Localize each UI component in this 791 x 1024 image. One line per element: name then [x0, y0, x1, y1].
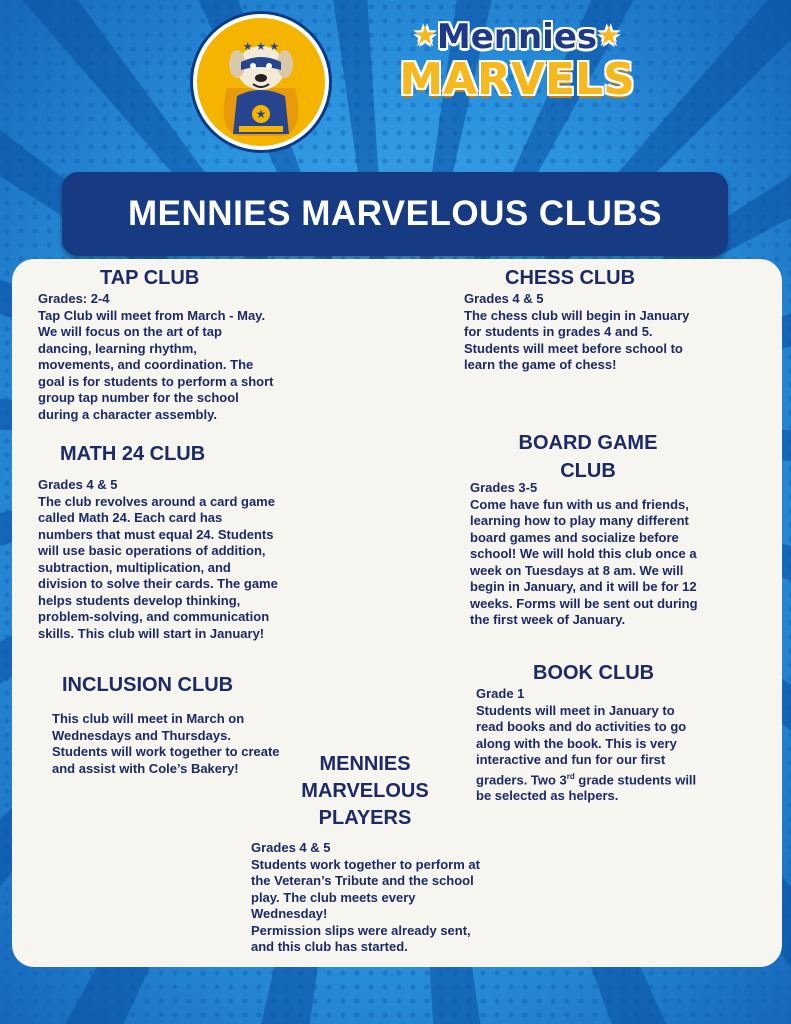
title-banner — [62, 172, 728, 256]
svg-text:★: ★ — [255, 107, 267, 121]
tap-club-text: Grades: 2-4 Tap Club will meet from March - May. We will focus on the art of tap dancing, learning rhythm, movements, and coordination. The goal is for students to perform a short group tap number for the school during a character assembly. — [38, 291, 274, 422]
mascot-emblem — [193, 14, 329, 150]
page-title: MENNIES MARVELOUS CLUBS — [128, 194, 662, 233]
inclusion-club-title: INCLUSION CLUB — [62, 674, 234, 696]
math24-club-title: MATH 24 CLUB — [60, 443, 206, 465]
chess-club-text: Grades 4 & 5 The chess club will begin in January for students in grades 4 and 5. Students will meet before school to learn the game of chess! — [464, 291, 690, 372]
inclusion-club-text: This club will meet in March on Wednesdays and Thursdays. Students will work together to create and assist with Cole’s Bakery! — [52, 711, 280, 776]
board-game-title-line1: BOARD GAME — [518, 432, 658, 454]
mennies-marvels-logo — [392, 16, 642, 106]
board-game-title-line2: CLUB — [560, 460, 616, 482]
book-club-text-main: Grade 1 Students will meet in January to read books and do activities to go along with the book. This is very interactive and fun for our first graders. Two 3 — [476, 686, 687, 787]
book-club-text — [476, 686, 746, 805]
star-icon: ★ — [597, 21, 621, 51]
board-game-club-text: Grades 3-5 Come have fun with us and friends, learning how to play many different board games and socialize before school! We will hold this club once a week on Tuesdays at 8 am. We will begin in January, and it will be for 12 weeks. Forms will be sent out during the first week of January. — [470, 480, 698, 627]
star-icon: ★ — [413, 21, 437, 51]
logo-top-line — [392, 16, 642, 57]
book-club-text-end: grade students will be selected as helpers. — [476, 771, 697, 804]
tap-club-title: TAP CLUB — [100, 267, 200, 289]
book-club-title: BOOK CLUB — [533, 662, 655, 684]
math24-club-text: Grades 4 & 5 The club revolves around a card game called Math 24. Each card has numbers that must equal 24. Students will use basic operations of addition, subtraction, multiplication, and division to solve their cards. The game helps students develop thinking, problem-solving, and communication skills. This club will start in January! — [38, 477, 278, 641]
logo-line2-text: MARVELS — [399, 54, 635, 105]
players-club-title — [290, 751, 440, 832]
chess-club-title: CHESS CLUB — [505, 267, 636, 289]
players-title-line1: MENNIES — [319, 753, 411, 775]
players-club-text: Grades 4 & 5 Students work together to perform at the Veteran’s Tribute and the school play. The club meets every Wednesday! Permission slips were already sent, and this club has started. — [251, 840, 480, 954]
players-title-line2: MARVELOUS — [301, 780, 429, 802]
board-game-club-title — [508, 429, 668, 485]
players-title-line3: PLAYERS — [318, 807, 412, 829]
superhero-dog-icon — [197, 18, 325, 146]
svg-text:★ ★ ★: ★ ★ ★ — [242, 40, 280, 53]
book-club-text-sup: rd — [566, 771, 575, 781]
logo-line1-text: Mennies — [436, 17, 598, 57]
